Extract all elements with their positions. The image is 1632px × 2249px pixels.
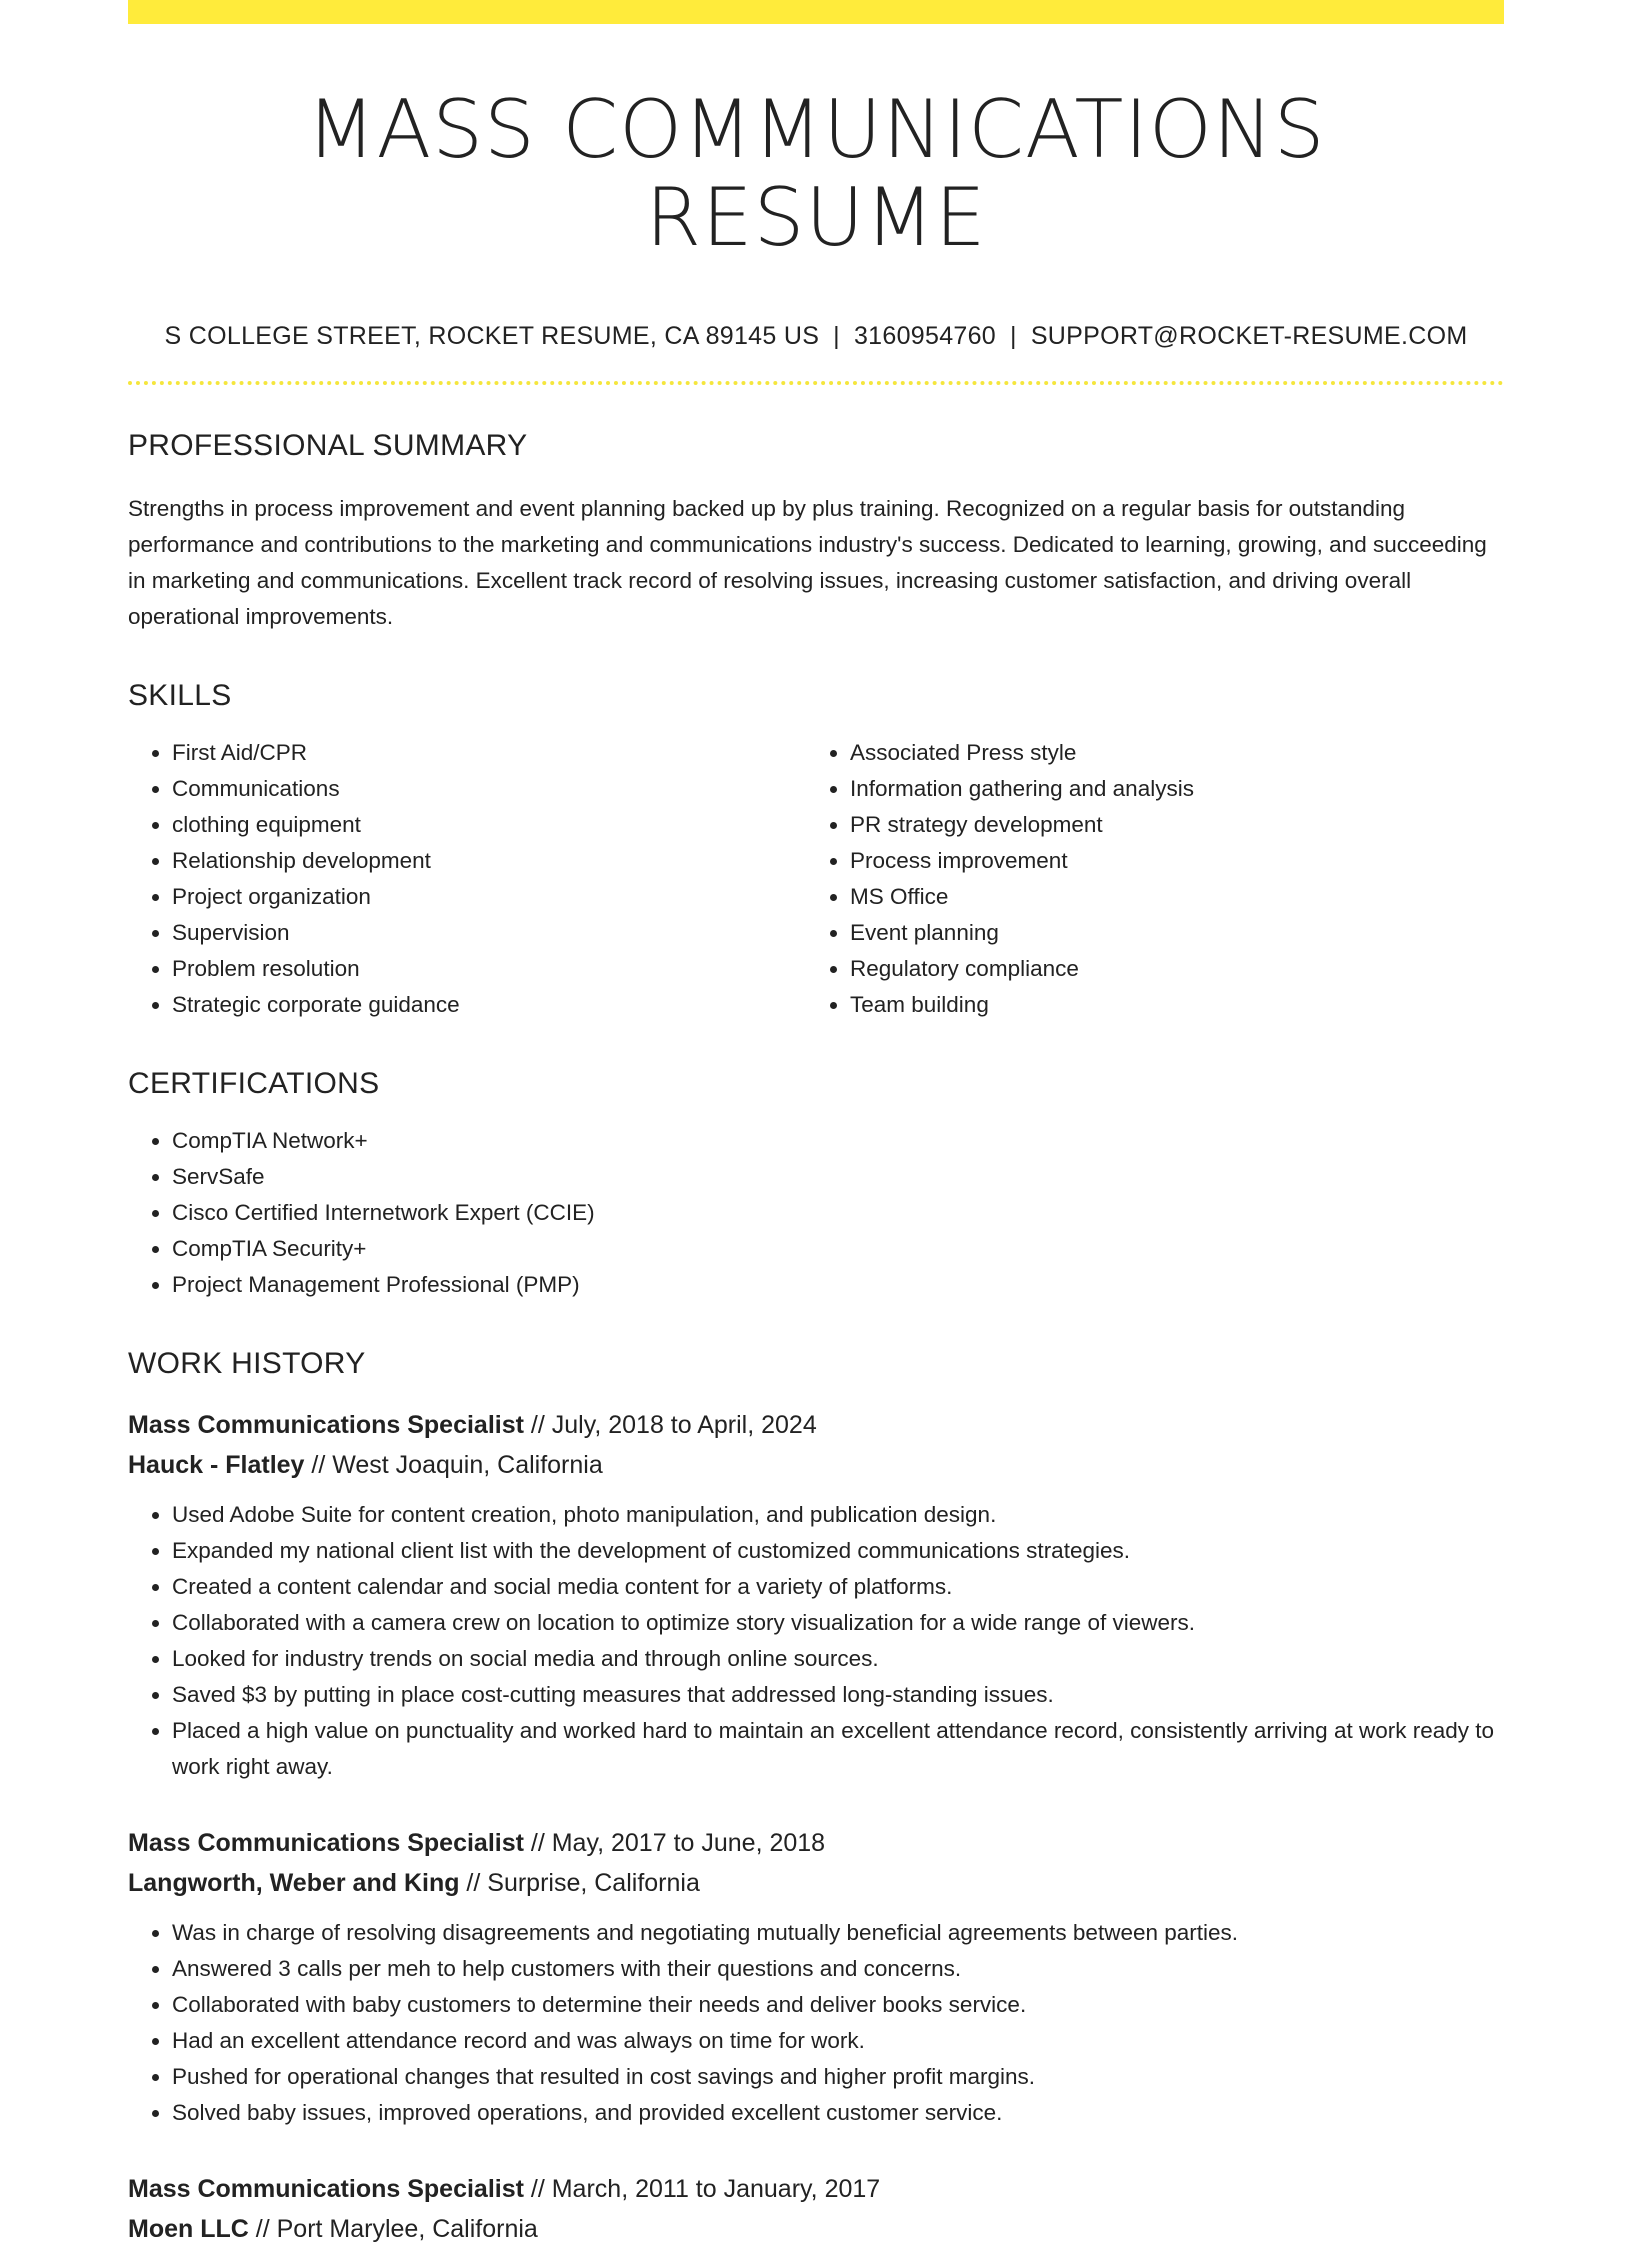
job-dates: // July, 2018 to April, 2024 <box>523 1411 817 1439</box>
skill-item: • First Aid/CPR <box>172 735 806 771</box>
skill-item: • MS Office <box>850 879 1484 915</box>
skill-item: • Communications <box>172 771 806 807</box>
skill-item: • Project organization <box>172 879 806 915</box>
skill-item: • Supervision <box>172 915 806 951</box>
skill-item: • Strategic corporate guidance <box>172 987 806 1023</box>
job-company-line <box>128 1863 1504 1903</box>
job-bullet: • Collaborated with baby customers to determine their needs and deliver books service. <box>172 1987 1504 2023</box>
job-location: // Surprise, California <box>459 1869 700 1897</box>
job-title-line <box>128 2169 1504 2209</box>
job-location: // West Joaquin, California <box>304 1451 603 1479</box>
job-title-line <box>128 1405 1504 1445</box>
certification-item: • Project Management Professional (PMP) <box>172 1267 1504 1303</box>
job-bullet: • Saved $3 by putting in place cost-cutting measures that addressed long-standing issues. <box>172 1677 1504 1713</box>
job-bullet: • Pushed for operational changes that resulted in cost savings and higher profit margins. <box>172 2059 1504 2095</box>
job-company: Hauck - Flatley <box>128 1451 305 1479</box>
contact-address: S COLLEGE STREET, ROCKET RESUME, CA 89145 US <box>164 322 820 350</box>
certification-item: • CompTIA Network+ <box>172 1123 1504 1159</box>
job-bullet: • Placed a high value on punctuality and worked hard to maintain an excellent attendance record, consistently arriving at work ready to work right away. <box>172 1713 1504 1785</box>
skills-list-right <box>806 735 1484 1023</box>
job-bullets <box>128 1497 1504 1785</box>
skill-item: • Event planning <box>850 915 1484 951</box>
work-history-list <box>128 1405 1504 2249</box>
skill-item: • Information gathering and analysis <box>850 771 1484 807</box>
certifications-list <box>128 1123 1504 1303</box>
skill-item: • Team building <box>850 987 1484 1023</box>
job-bullet: • Looked for industry trends on social media and through online sources. <box>172 1641 1504 1677</box>
job-bullet: • Answered 3 calls per meh to help customers with their questions and concerns. <box>172 1951 1504 1987</box>
summary-heading: PROFESSIONAL SUMMARY <box>128 429 528 462</box>
certification-item: • ServSafe <box>172 1159 1504 1195</box>
job-entry <box>128 1405 1504 1785</box>
skill-item: • Regulatory compliance <box>850 951 1484 987</box>
skill-item: • PR strategy development <box>850 807 1484 843</box>
job-bullet: • Expanded my national client list with the development of customized communications strategies. <box>172 1533 1504 1569</box>
skills-grid <box>128 735 1504 1023</box>
contact-phone: 3160954760 <box>853 322 997 350</box>
skill-item: • Process improvement <box>850 843 1484 879</box>
summary-text: Strengths in process improvement and event planning backed up by plus training. Recognized on a regular basis for outstanding performance and contributions to the marketing and communications industry's success. Dedicated to learning, growing, and succeeding in marketing and communications. Excellent track record of resolving issues, increasing customer satisfaction, and driving overall operational improvements. <box>128 496 1487 629</box>
job-bullet: • Collaborated with a camera crew on location to optimize story visualization for a wide range of viewers. <box>172 1605 1504 1641</box>
job-bullet: • Used Adobe Suite for content creation, photo manipulation, and publication design. <box>172 1497 1504 1533</box>
top-accent-bar <box>128 0 1504 24</box>
certification-item: • CompTIA Security+ <box>172 1231 1504 1267</box>
job-company-line <box>128 1445 1504 1485</box>
dotted-divider <box>128 381 1504 385</box>
job-company: Langworth, Weber and King <box>128 1869 460 1897</box>
job-company: Moen LLC <box>128 2215 249 2243</box>
job-dates: // March, 2011 to January, 2017 <box>523 2175 881 2203</box>
contact-separator: | <box>1010 322 1017 350</box>
job-role: Mass Communications Specialist <box>128 1411 524 1439</box>
job-role: Mass Communications Specialist <box>128 2175 524 2203</box>
certification-item: • Cisco Certified Internetwork Expert (CCIE) <box>172 1195 1504 1231</box>
contact-email: SUPPORT@ROCKET-RESUME.COM <box>1030 322 1468 350</box>
job-bullets <box>128 1915 1504 2131</box>
job-bullet: • Created a content calendar and social media content for a variety of platforms. <box>172 1569 1504 1605</box>
resume-title: MASS COMMUNICATIONS RESUME <box>306 83 1326 264</box>
job-dates: // May, 2017 to June, 2018 <box>523 1829 826 1857</box>
job-company-line <box>128 2209 1504 2249</box>
skills-heading: SKILLS <box>128 679 232 712</box>
job-bullet: • Solved baby issues, improved operations, and provided excellent customer service. <box>172 2095 1504 2131</box>
skill-item: • Relationship development <box>172 843 806 879</box>
job-bullet: • Had an excellent attendance record and was always on time for work. <box>172 2023 1504 2059</box>
job-title-line <box>128 1823 1504 1863</box>
skill-item: • clothing equipment <box>172 807 806 843</box>
job-role: Mass Communications Specialist <box>128 1829 524 1857</box>
certifications-heading: CERTIFICATIONS <box>128 1067 380 1100</box>
contact-line <box>128 322 1504 351</box>
skills-list-left <box>128 735 806 1023</box>
skill-item: • Problem resolution <box>172 951 806 987</box>
job-entry <box>128 2169 1504 2249</box>
resume-page <box>128 0 1504 2249</box>
job-entry <box>128 1823 1504 2131</box>
job-bullet: • Was in charge of resolving disagreements and negotiating mutually beneficial agreements between parties. <box>172 1915 1504 1951</box>
job-location: // Port Marylee, California <box>248 2215 538 2243</box>
work-history-heading: WORK HISTORY <box>128 1347 366 1380</box>
skill-item: • Associated Press style <box>850 735 1484 771</box>
contact-separator: | <box>833 322 840 350</box>
